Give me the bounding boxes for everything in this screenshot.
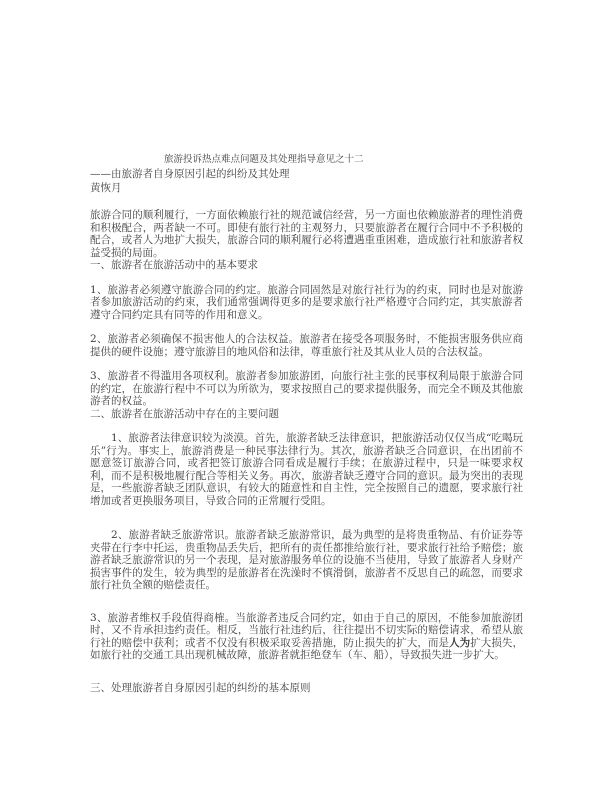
basics-item-3: 3、旅游者不得滥用各项权利。旅游者参加旅游团，向旅行社主张的民事权利局限于旅游合同的约定，在旅游行程中不可以为所欲为，要求按照自己的要求提供服务，而完全不顾及其他旅游者的权益。: [90, 370, 523, 407]
document-subtitle: ——由旅游者自身原因引起的纠纷及其处理: [90, 168, 290, 180]
problems-item-3-text-pre: 3、旅游者维权手段值得商榷。当旅游者违反合同约定，如由于自己的原因，不能参加旅游团时，又不肯承担违约责任。相反，当旅行社违约后，往往提出不切实际的赔偿请求，希望从旅行社的赔偿中获利；或者不仅没有积极采取妥善措施，防止损失的扩大，而是: [90, 611, 523, 649]
basics-item-2: 2、旅游者必须确保不损害他人的合法权益。旅游者在接受各项服务时，不能损害服务供应商提供的硬件设施；遵守旅游目的地风俗和法律，尊重旅行社及其从业人员的合法权益。: [90, 333, 523, 358]
document-author: 黄恢月: [90, 182, 122, 194]
document-content: [90, 153, 523, 694]
problems-item-3: [90, 612, 523, 662]
basics-item-1: 1、旅游者必须遵守旅游合同的约定。旅游合同固然是对旅行社行为的约束，同时也是对旅游者参加旅游活动的约束，我们通常强调得更多的是要求旅行社严格遵守合同约定，其实旅游者遵守合同约定具有同等的作用和意义。: [90, 283, 523, 321]
problems-item-3-emphasis: 人为: [449, 636, 471, 649]
section-basics-heading: 一、旅游者在旅游活动中的基本要求: [90, 259, 258, 271]
intro-paragraph: 旅游合同的顺利履行，一方面依赖旅行社的规范诚信经营，另一方面也依赖旅游者的理性消费和积极配合，两者缺一不可。即使有旅行社的主观努力，只要旅游者在履行合同中不予积极的配合，或者人为地扩大损失，旅游合同的顺利履行必将遭遇重重困难，造成旅行社和旅游者权益受损的局面。: [90, 209, 523, 259]
document-title: 旅游投诉热点难点问题及其处理指导意见之十二: [164, 154, 364, 165]
section-problems-heading: 二、旅游者在旅游活动中存在的主要问题: [90, 407, 279, 420]
problems-item-2: 2、旅游者缺乏旅游常识。旅游者缺乏旅游常识，最为典型的是将贵重物品、有价证券等夹带在行李中托运，贵重物品丢失后，把所有的责任都推给旅行社，要求旅行社给予赔偿；旅游者缺乏旅游常识的另一个表现，是对旅游服务单位的设施不当使用，导致了旅游者人身财产损害事件的发生，较为典型的是旅游者在洗澡时不慎滑倒，旅游者不反思自己的疏忽，而要求旅行社负全额的赔偿责任。: [90, 529, 523, 591]
section-principles-heading: 三、处理旅游者自身原因引起的纠纷的基本原则: [90, 681, 311, 694]
problems-item-3-text-post: 扩大损失，如旅行社的交通工具出现机械故障，旅游者就拒绝登车（车、船），导致损失进一步扩大。: [90, 636, 523, 661]
problems-item-1: 1、旅游者法律意识较为淡漠。首先，旅游者缺乏法律意识，把旅游活动仅仅当成“吃喝玩乐”行为。事实上，旅游消费是一种民事法律行为。其次，旅游者缺乏合同意识，在出团前不愿意签订旅游合同，或者把签订旅游合同看成是履行手续；在旅游过程中，只是一味要求权利，而不是积极地履行配合等相关义务。再次，旅游者缺乏遵守合同的意识。最为突出的表现是，一些旅游者缺乏团队意识，有较大的随意性和自主性，完全按照自己的遗愿，要求旅行社增加或者更换服务项目，导致合同的正常履行受阻。: [90, 432, 523, 507]
